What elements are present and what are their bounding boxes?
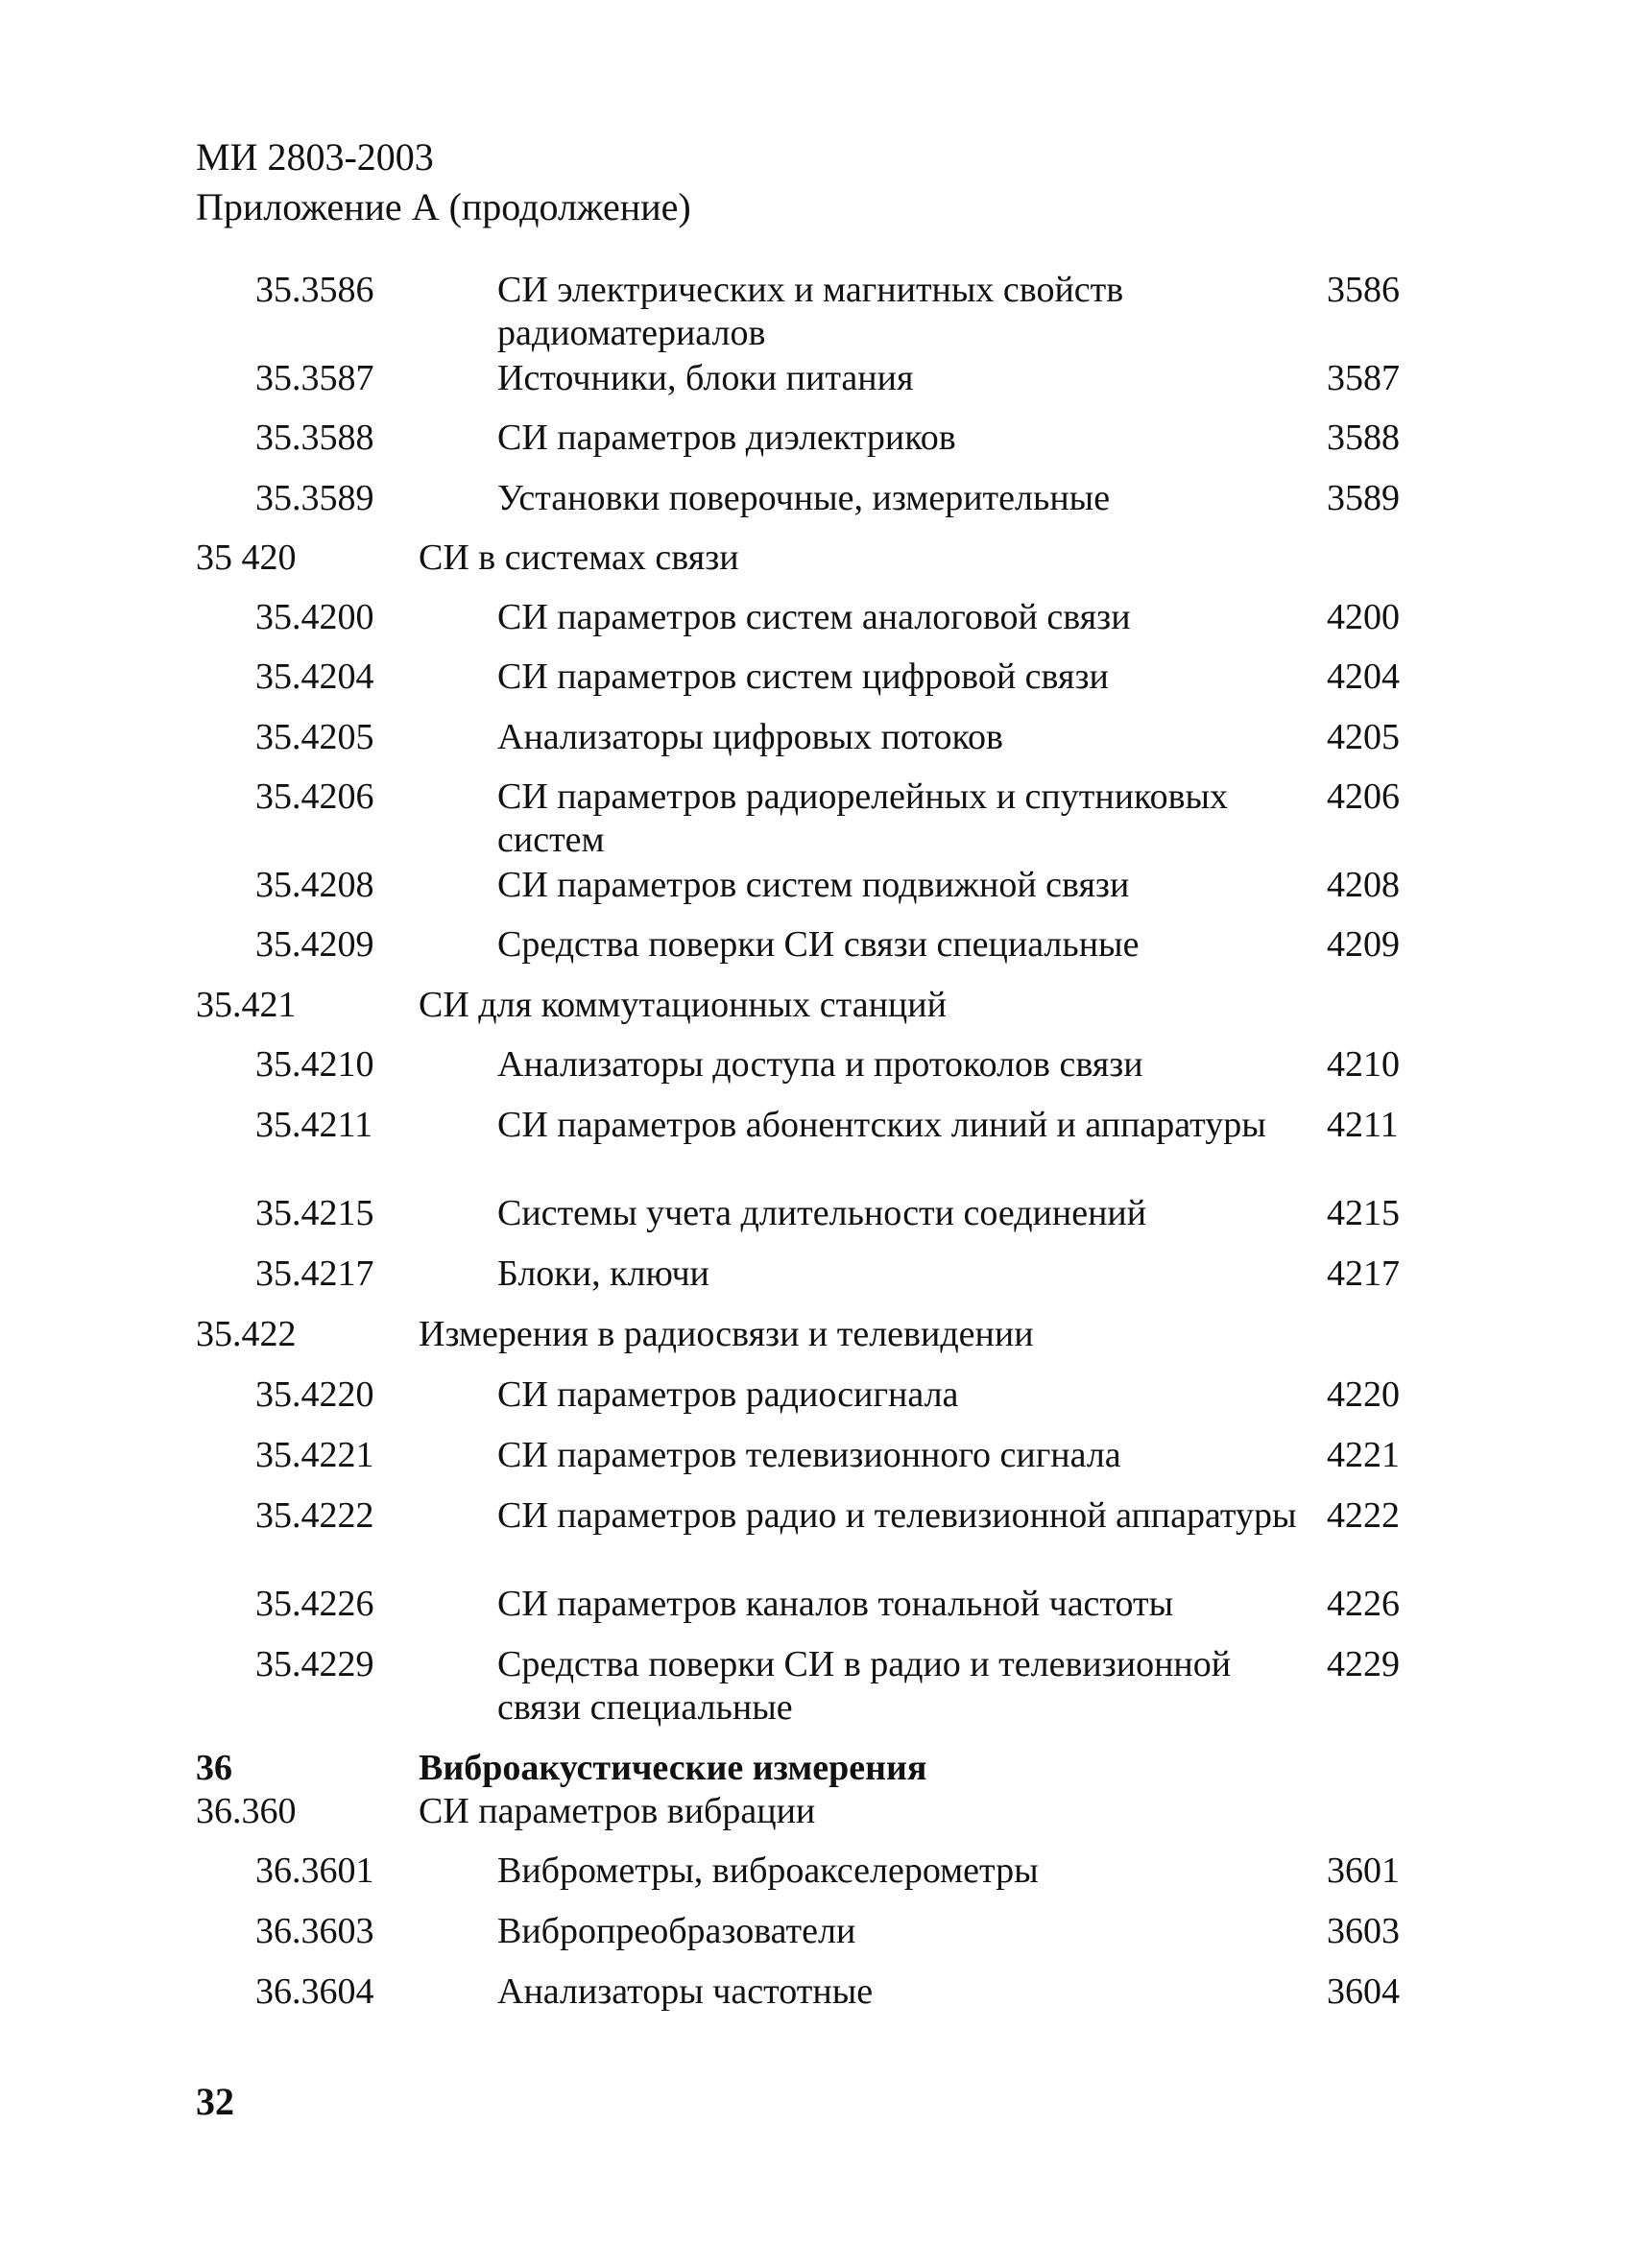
table-row xyxy=(0,1434,1633,1494)
row-title: СИ параметров радиосигнала xyxy=(497,1374,959,1415)
row-number: 4210 xyxy=(1327,1044,1400,1085)
row-code: 35.4221 xyxy=(255,1435,374,1475)
row-title: Системы учета длительности соединений xyxy=(497,1193,1147,1233)
row-code: 35.4222 xyxy=(255,1495,374,1536)
row-title: СИ параметров радиорелейных и спутниковых систем xyxy=(497,776,1229,860)
row-code: 35.4226 xyxy=(255,1584,374,1624)
group-code: 35 420 xyxy=(196,537,297,578)
table-row xyxy=(0,269,1633,357)
section-row xyxy=(0,1747,1633,1790)
table-row xyxy=(0,923,1633,984)
row-number: 4200 xyxy=(1327,597,1400,637)
row-number: 4206 xyxy=(1327,776,1400,817)
group-row xyxy=(0,984,1633,1043)
row-title: СИ параметров радио и телевизионной аппаратуры xyxy=(497,1495,1297,1536)
row-title: Установки поверочные, измерительные xyxy=(497,478,1111,518)
row-title: СИ параметров телевизионного сигнала xyxy=(497,1435,1121,1475)
row-title: СИ параметров систем аналоговой связи xyxy=(497,597,1131,637)
row-number: 4222 xyxy=(1327,1495,1400,1536)
table-row xyxy=(0,1850,1633,1910)
table-row xyxy=(0,1494,1633,1583)
row-code: 35.4229 xyxy=(255,1644,374,1684)
table-row xyxy=(0,1970,1633,2031)
row-code: 35.3586 xyxy=(255,270,374,310)
row-code: 35.4200 xyxy=(255,597,374,637)
row-title: СИ параметров диэлектриков xyxy=(497,418,956,458)
row-number: 3601 xyxy=(1327,1850,1400,1891)
row-code: 35.4208 xyxy=(255,865,374,905)
table-row xyxy=(0,1910,1633,1970)
group-code: 35.421 xyxy=(196,985,297,1025)
row-code: 36.3601 xyxy=(255,1850,374,1891)
group-title: СИ в системах связи xyxy=(419,537,739,578)
row-code: 35.4220 xyxy=(255,1374,374,1415)
row-title: Средства поверки СИ связи специальные xyxy=(497,924,1140,965)
row-number: 4211 xyxy=(1327,1105,1399,1145)
appendix-label: Приложение А (продолжение) xyxy=(196,185,691,228)
row-code: 36.3604 xyxy=(255,1971,374,2012)
table-row xyxy=(0,1373,1633,1434)
row-number: 3587 xyxy=(1327,358,1400,398)
row-number: 4229 xyxy=(1327,1644,1400,1684)
table-row xyxy=(0,1043,1633,1104)
group-title: Измерения в радиосвязи и телевидении xyxy=(419,1314,1034,1354)
document-code: МИ 2803-2003 xyxy=(196,135,434,179)
table-row xyxy=(0,1643,1633,1747)
group-title: СИ для коммутационных станций xyxy=(419,985,947,1025)
table-row xyxy=(0,1192,1633,1253)
row-number: 4205 xyxy=(1327,717,1400,757)
row-number: 3604 xyxy=(1327,1971,1400,2012)
row-number: 4215 xyxy=(1327,1193,1400,1233)
group-code: 36.360 xyxy=(196,1791,297,1831)
table-row xyxy=(0,1104,1633,1192)
row-code: 35.4209 xyxy=(255,924,374,965)
row-title: Средства поверки СИ в радио и телевизионной связи специальные xyxy=(497,1644,1232,1728)
table-row xyxy=(0,1253,1633,1313)
row-title: Анализаторы частотные xyxy=(497,1971,874,2012)
classifier-table xyxy=(0,269,1633,2031)
row-title: Анализаторы цифровых потоков xyxy=(497,717,1003,757)
table-row xyxy=(0,357,1633,417)
row-code: 35.4206 xyxy=(255,776,374,817)
row-code: 35.4204 xyxy=(255,657,374,697)
group-row xyxy=(0,1790,1633,1850)
section-title: Виброакустические измерения xyxy=(419,1748,927,1788)
group-row xyxy=(0,537,1633,596)
row-number: 4226 xyxy=(1327,1584,1400,1624)
group-code: 35.422 xyxy=(196,1314,297,1354)
row-number: 3586 xyxy=(1327,270,1400,310)
row-title: СИ параметров систем подвижной связи xyxy=(497,865,1130,905)
row-number: 3589 xyxy=(1327,478,1400,518)
row-number: 4220 xyxy=(1327,1374,1400,1415)
row-code: 35.3587 xyxy=(255,358,374,398)
table-row xyxy=(0,776,1633,864)
row-title: СИ параметров каналов тональной частоты xyxy=(497,1584,1174,1624)
row-number: 4204 xyxy=(1327,657,1400,697)
section-code: 36 xyxy=(196,1748,232,1788)
table-row xyxy=(0,417,1633,477)
row-code: 35.4217 xyxy=(255,1253,374,1294)
row-title: Вибропреобразователи xyxy=(497,1911,856,1951)
row-title: СИ параметров систем цифровой связи xyxy=(497,657,1109,697)
row-code: 35.4205 xyxy=(255,717,374,757)
group-row xyxy=(0,1313,1633,1373)
row-number: 4209 xyxy=(1327,924,1400,965)
row-code: 36.3603 xyxy=(255,1911,374,1951)
page-number: 32 xyxy=(196,2080,234,2123)
row-code: 35.4215 xyxy=(255,1193,374,1233)
row-code: 35.4211 xyxy=(255,1105,373,1145)
table-row xyxy=(0,596,1633,656)
page-header xyxy=(196,132,691,232)
row-code: 35.4210 xyxy=(255,1044,374,1085)
row-number: 3588 xyxy=(1327,418,1400,458)
table-row xyxy=(0,1583,1633,1643)
table-row xyxy=(0,864,1633,923)
row-title: Виброметры, виброакселерометры xyxy=(497,1850,1039,1891)
table-row xyxy=(0,477,1633,537)
row-title: Блоки, ключи xyxy=(497,1253,709,1294)
row-title: СИ электрических и магнитных свойств радиоматериалов xyxy=(497,270,1124,353)
table-row xyxy=(0,656,1633,716)
row-number: 4208 xyxy=(1327,865,1400,905)
row-title: Источники, блоки питания xyxy=(497,358,914,398)
row-code: 35.3589 xyxy=(255,478,374,518)
row-number: 4221 xyxy=(1327,1435,1400,1475)
row-code: 35.3588 xyxy=(255,418,374,458)
row-number: 4217 xyxy=(1327,1253,1400,1294)
group-title: СИ параметров вибрации xyxy=(419,1791,816,1831)
row-title: СИ параметров абонентских линий и аппаратуры xyxy=(497,1105,1266,1145)
row-title: Анализаторы доступа и протоколов связи xyxy=(497,1044,1143,1085)
table-row xyxy=(0,716,1633,776)
row-number: 3603 xyxy=(1327,1911,1400,1951)
